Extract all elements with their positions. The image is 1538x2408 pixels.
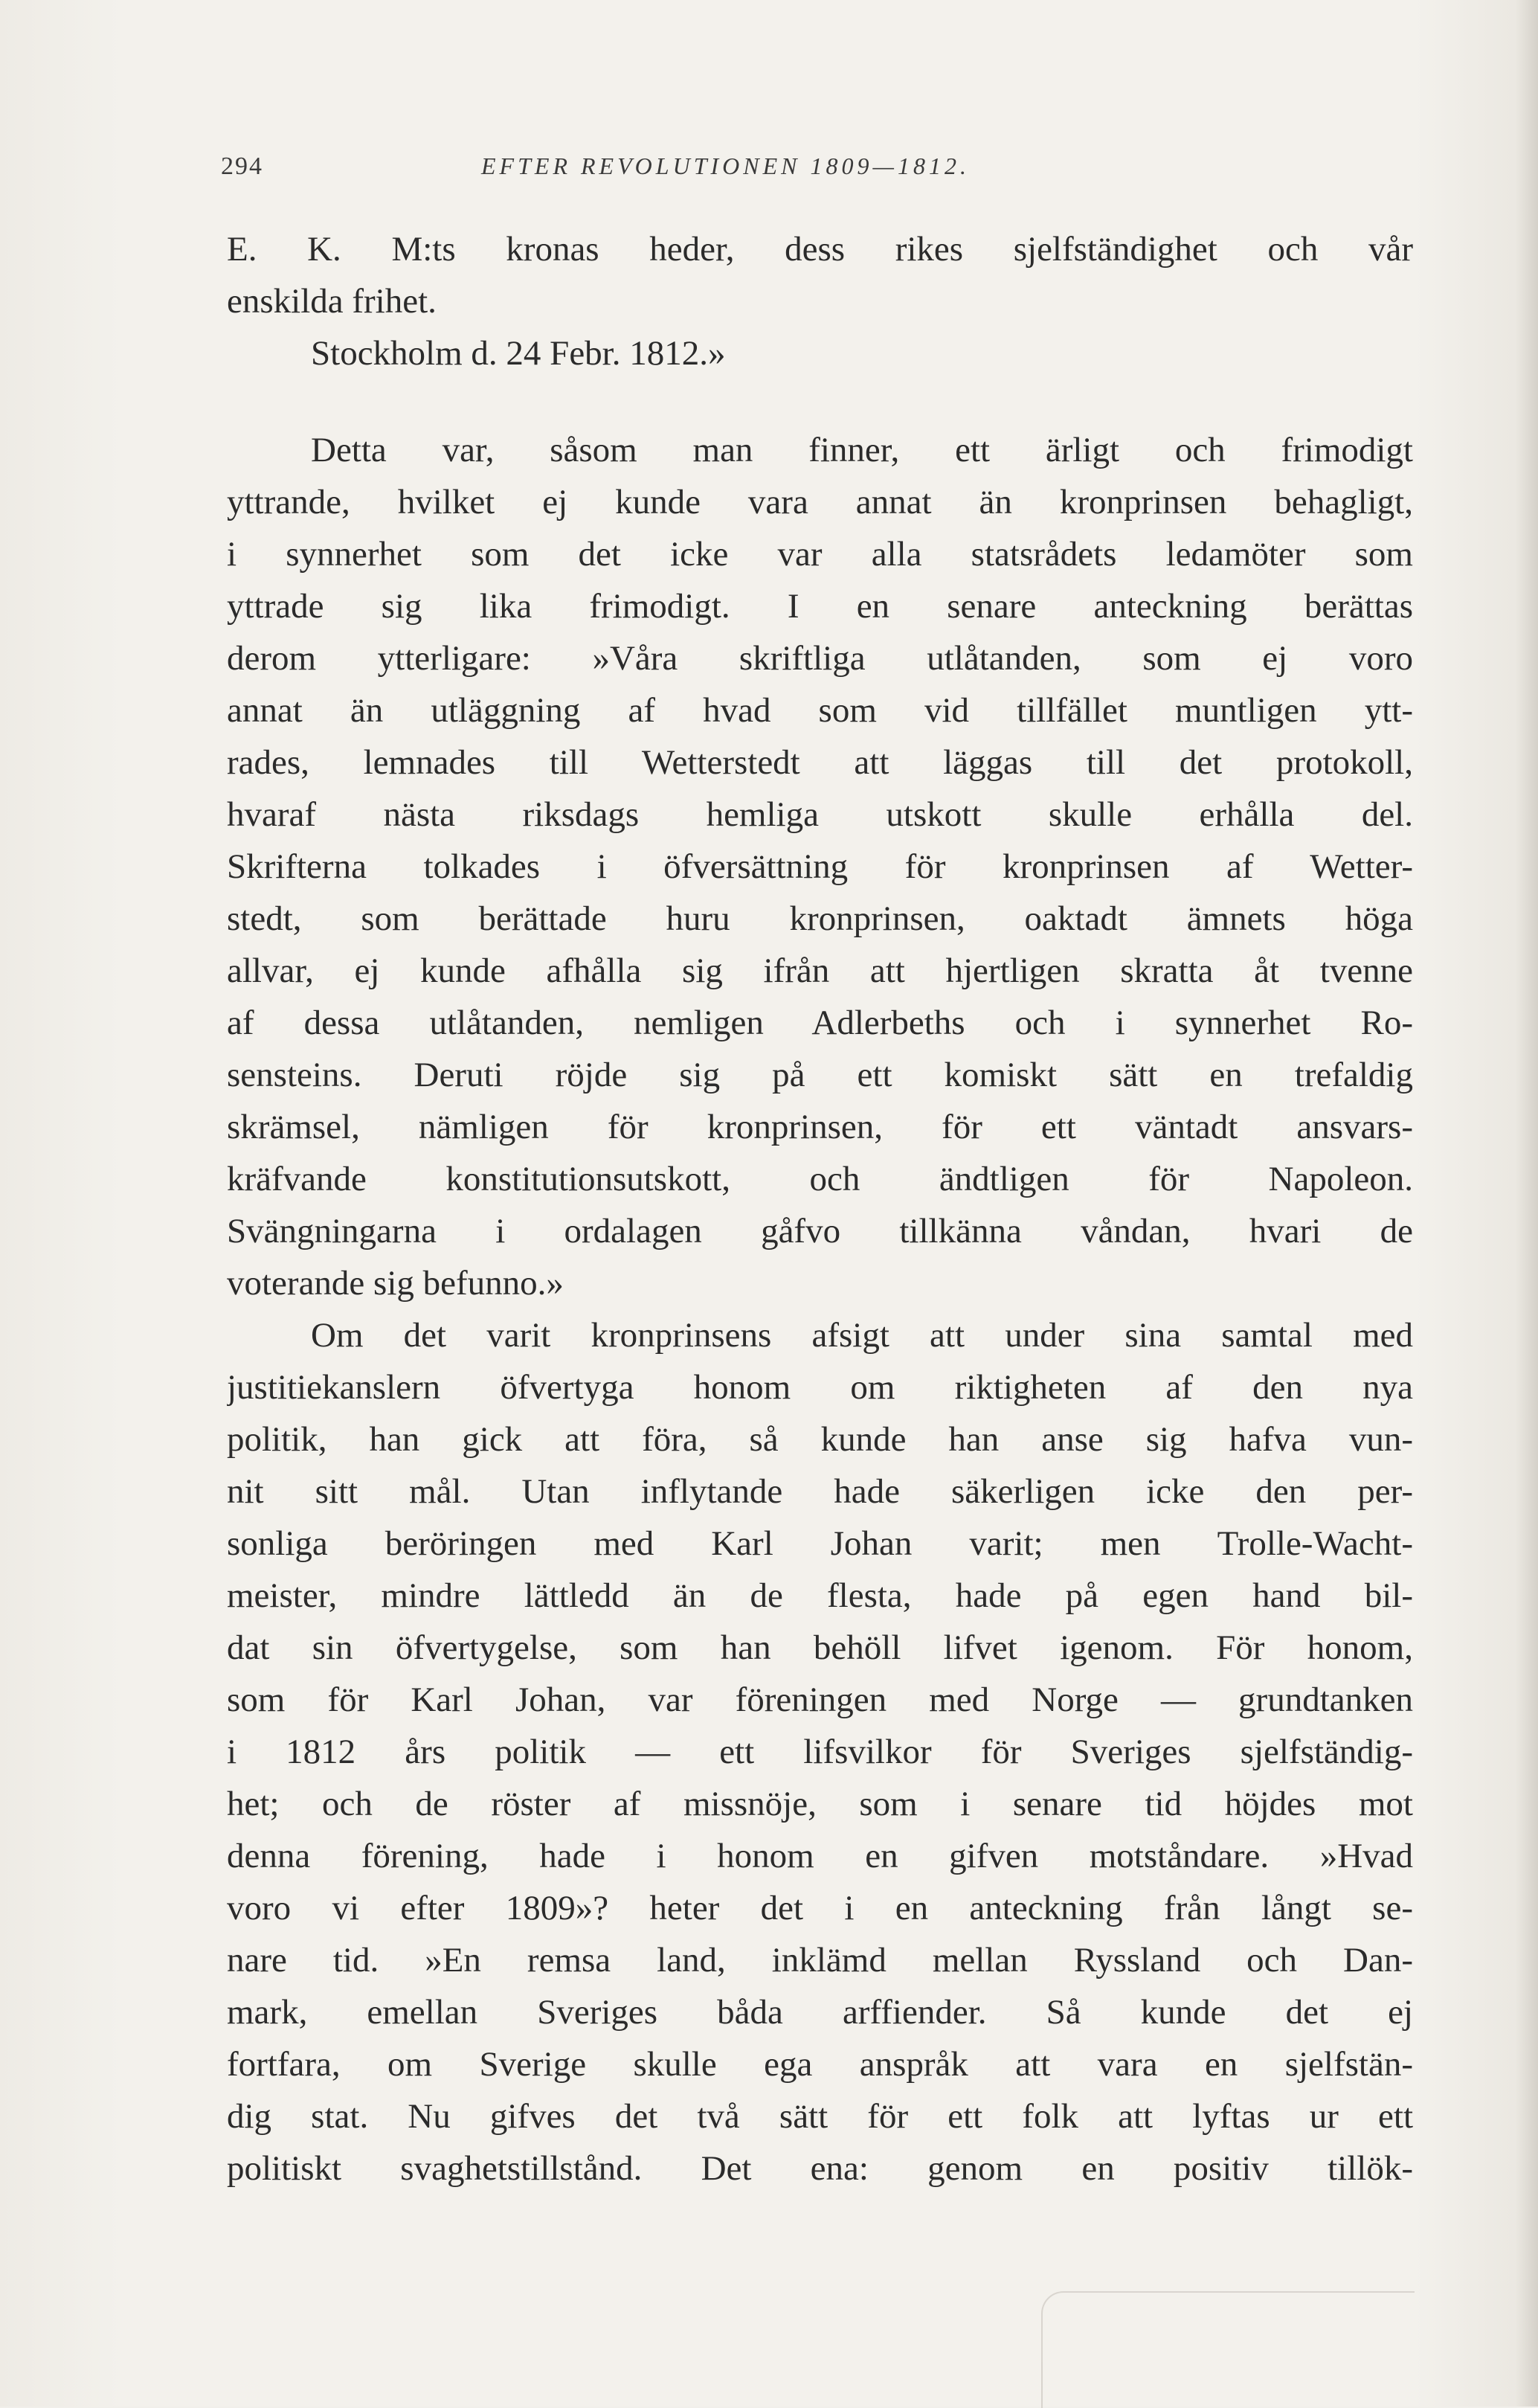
text-line: i 1812 års politik — ett lifsvilkor för Sveriges sjelfständig- — [227, 1733, 1413, 1771]
text-line: yttrade sig lika frimodigt. I en senare anteckning berättas — [227, 587, 1413, 626]
text-line: politiskt svaghetstillstånd. Det ena: genom en positiv tillök- — [227, 2149, 1413, 2188]
text-line: E. K. M:ts kronas heder, dess rikes sjelfständighet och vår — [227, 230, 1413, 269]
text-line: mark, emellan Sveriges båda arffiender. Så kunde det ej — [227, 1993, 1413, 2032]
text-line: sensteins. Deruti röjde sig på ett komiskt sätt en trefaldig — [227, 1056, 1413, 1094]
text-line: voterande sig befunno.» — [227, 1264, 564, 1303]
running-head — [221, 152, 1411, 197]
text-line: af dessa utlåtanden, nemligen Adlerbeths och i synnerhet Ro- — [227, 1004, 1413, 1042]
text-line: Skrifterna tolkades i öfversättning för kronprinsen af Wetter- — [227, 847, 1413, 886]
text-line: derom ytterligare: »Våra skriftliga utlåtanden, som ej voro — [227, 639, 1413, 678]
text-line: dig stat. Nu gifves det två sätt för ett folk att lyftas ur ett — [227, 2097, 1413, 2136]
text-line: allvar, ej kunde afhålla sig ifrån att hjertligen skratta åt tvenne — [227, 951, 1413, 990]
text-line: skrämsel, nämligen för kronprinsen, för ett väntadt ansvars- — [227, 1108, 1413, 1146]
text-line: het; och de röster af missnöje, som i senare tid höjdes mot — [227, 1785, 1413, 1823]
text-line: sonliga beröringen med Karl Johan varit; men Trolle-Wacht- — [227, 1524, 1413, 1563]
text-line: annat än utläggning af hvad som vid tillfället muntligen ytt- — [227, 691, 1413, 730]
text-line: Detta var, såsom man finner, ett ärligt och frimodigt — [311, 431, 1413, 469]
text-line: rades, lemnades till Wetterstedt att läggas till det protokoll, — [227, 743, 1413, 782]
text-line: voro vi efter 1809»? heter det i en anteckning från långt se- — [227, 1889, 1413, 1927]
page-corner-fold — [1041, 2291, 1415, 2408]
text-line: yttrande, hvilket ej kunde vara annat än kronprinsen behagligt, — [227, 483, 1413, 521]
text-line: dat sin öfvertygelse, som han behöll lifvet igenom. För honom, — [227, 1628, 1413, 1667]
text-line: Om det varit kronprinsens afsigt att under sina samtal med — [311, 1316, 1413, 1355]
text-line: meister, mindre lättledd än de flesta, hade på egen hand bil- — [227, 1576, 1413, 1615]
page-number: 294 — [221, 152, 263, 180]
text-line: denna förening, hade i honom en gifven motståndare. »Hvad — [227, 1837, 1413, 1875]
body-text — [227, 223, 1413, 2195]
text-line: som för Karl Johan, var föreningen med Norge — grundtanken — [227, 1680, 1413, 1719]
text-line: politik, han gick att föra, så kunde han anse sig hafva vun- — [227, 1420, 1413, 1459]
text-line: fortfara, om Sverige skulle ega anspråk att vara en sjelfstän- — [227, 2045, 1413, 2084]
text-line: Svängningarna i ordalagen gåfvo tillkänna våndan, hvari de — [227, 1212, 1413, 1250]
text-line: stedt, som berättade huru kronprinsen, oaktadt ämnets höga — [227, 899, 1413, 938]
page-edge-shadow — [1516, 0, 1538, 2407]
text-line: enskilda frihet. — [227, 282, 437, 321]
text-line: nit sitt mål. Utan inflytande hade säkerligen icke den per- — [227, 1472, 1413, 1511]
paragraph-gap — [227, 379, 1413, 424]
text-line: nare tid. »En remsa land, inklämd mellan Ryssland och Dan- — [227, 1941, 1413, 1980]
text-line: kräfvande konstitutionsutskott, och ändtligen för Napoleon. — [227, 1160, 1413, 1198]
text-line: Stockholm d. 24 Febr. 1812.» — [311, 334, 726, 373]
text-line: hvaraf nästa riksdags hemliga utskott skulle erhålla del. — [227, 795, 1413, 834]
text-line: i synnerhet som det icke var alla statsrådets ledamöter som — [227, 535, 1413, 574]
running-head-title: EFTER REVOLUTIONEN 1809—1812. — [481, 152, 970, 179]
text-line: justitiekanslern öfvertyga honom om riktigheten af den nya — [227, 1368, 1413, 1407]
